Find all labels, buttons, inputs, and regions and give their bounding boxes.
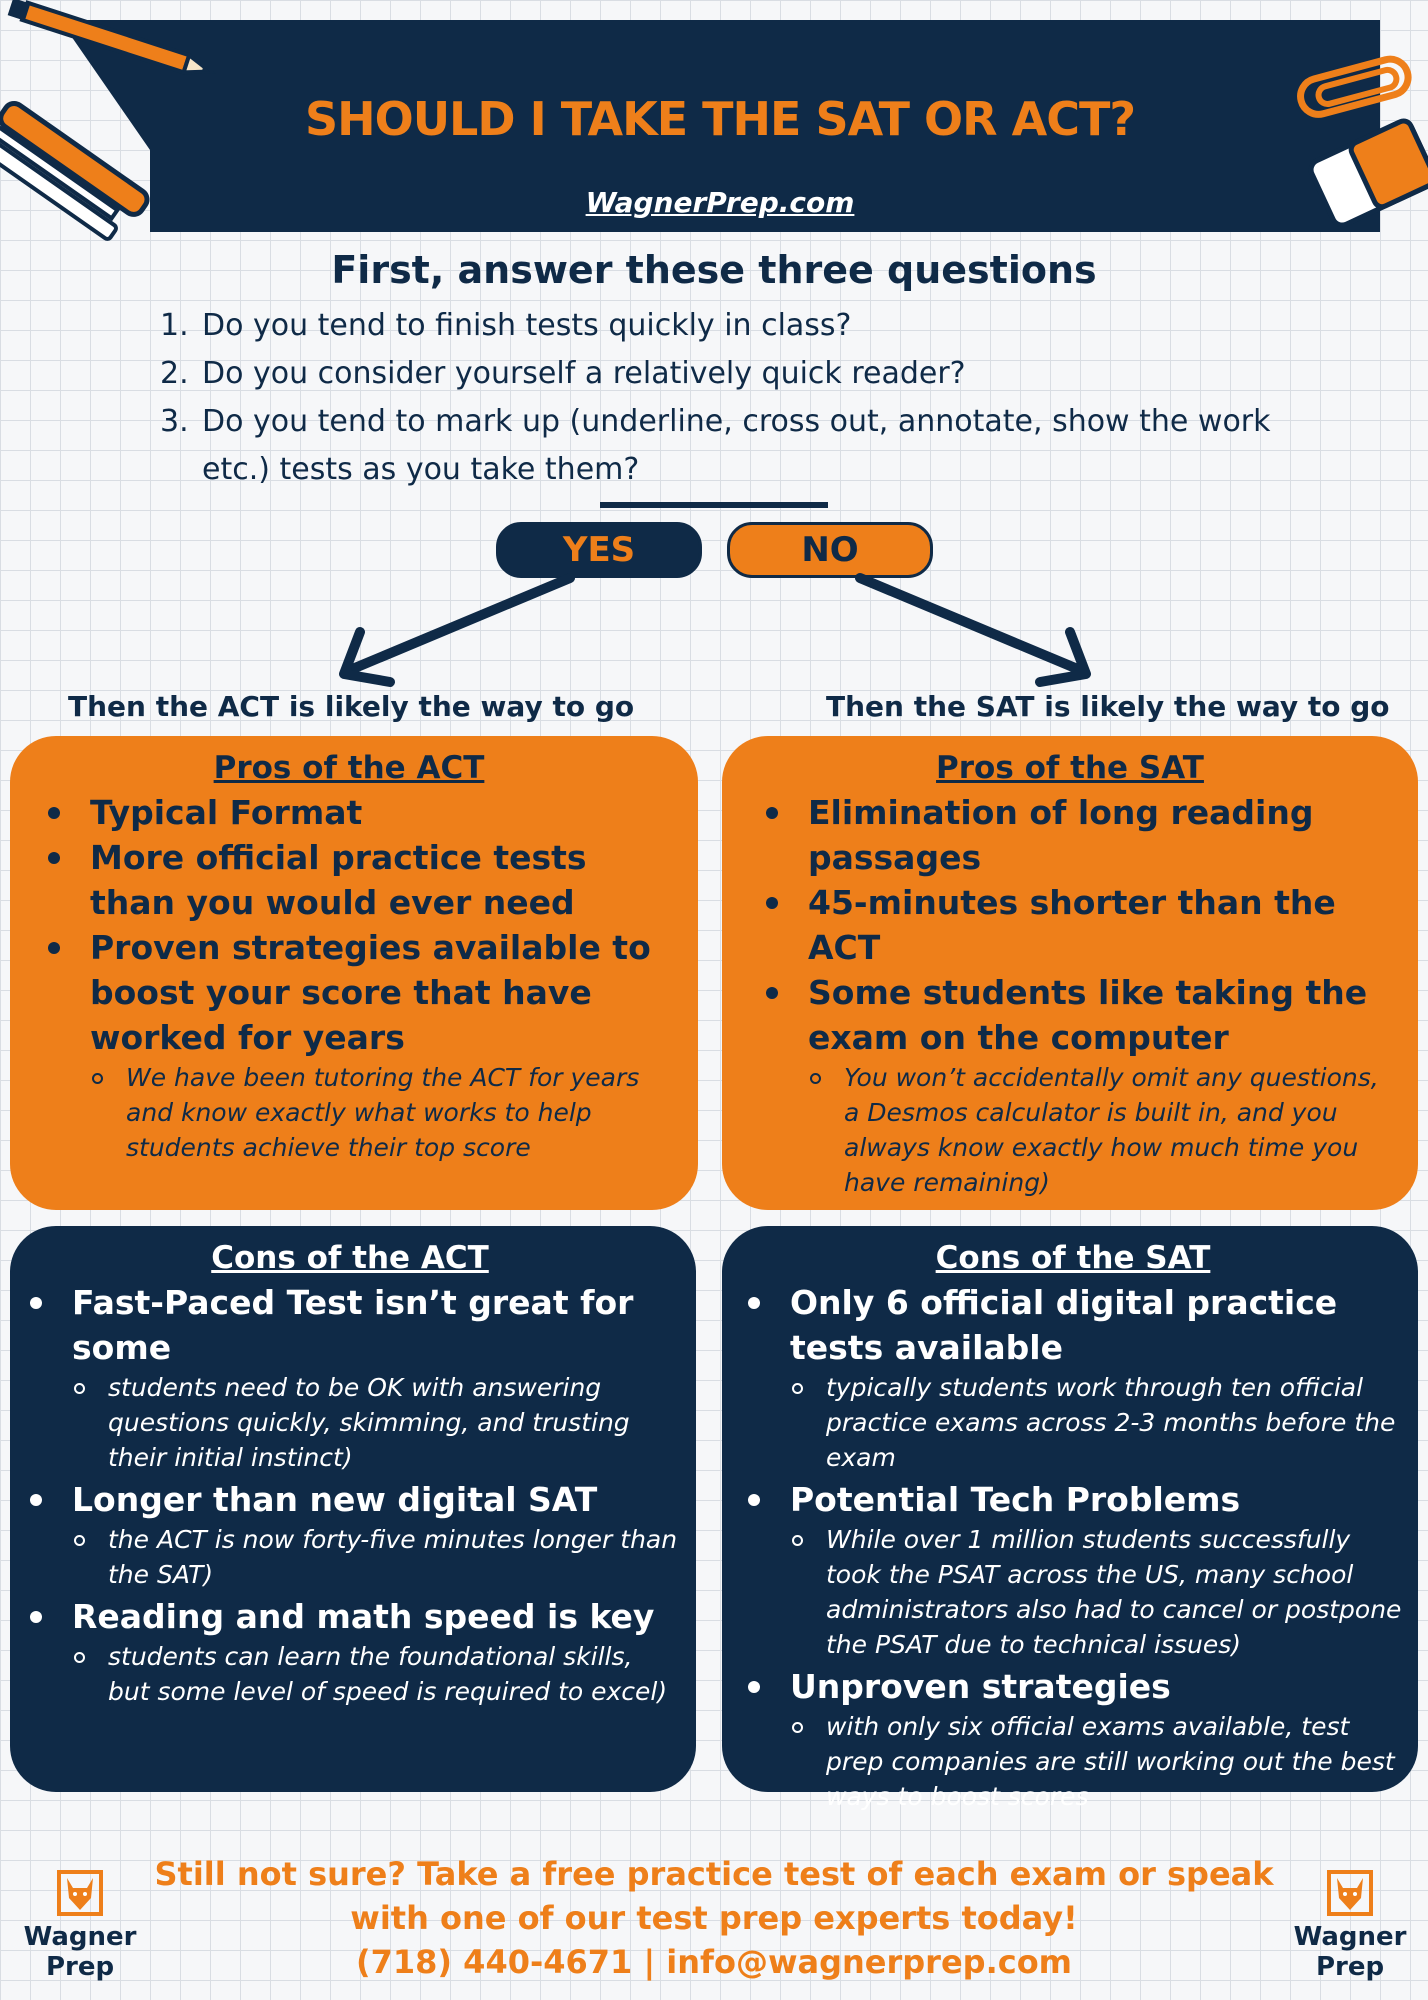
question-item: [160, 398, 1280, 494]
question-item: [160, 302, 1280, 350]
footer-line: Still not sure? Take a free practice test of each exam or speak: [154, 1855, 1274, 1893]
pros-act-item: Proven strategies available to boost your score that have worked for years: [90, 928, 651, 1057]
page-title: SHOULD I TAKE THE SAT OR ACT?: [304, 92, 1136, 146]
question-text: Do you tend to mark up (underline, cross out, annotate, show the work etc.) tests as you take them?: [202, 404, 1271, 487]
paperclip-eraser-icon: [1290, 40, 1428, 240]
cons-act-item: Fast-Paced Test isn’t great for some: [72, 1283, 634, 1367]
list-item: [740, 970, 1400, 1200]
sub-item: While over 1 million students successfully took the PSAT across the US, many school administrators also had to cancel or postpone the PSAT due to technical issues): [790, 1522, 1406, 1662]
cons-sat-item: Only 6 official digital practice tests available: [790, 1283, 1338, 1367]
pros-act-heading: Pros of the ACT: [213, 750, 485, 786]
question-text: Do you consider yourself a relatively quick reader?: [202, 356, 966, 391]
cons-sat-box: [722, 1226, 1418, 1811]
list-item: [740, 1477, 1406, 1662]
cons-act-item: Longer than new digital SAT: [72, 1480, 598, 1519]
list-item: [22, 790, 676, 835]
list-item: [740, 1280, 1406, 1475]
footer-line: with one of our test prep experts today!: [350, 1899, 1078, 1937]
wagner-prep-logo-right: [1290, 1868, 1410, 1982]
logo-word: Prep: [45, 1952, 115, 1982]
divider-line: [600, 502, 828, 508]
pros-act-item: More official practice tests than you would ever need: [90, 838, 587, 922]
list-item: [740, 880, 1400, 970]
question-number: 1.: [160, 308, 189, 343]
arrow-left-icon: [330, 570, 590, 690]
sat-outcome: Then the SAT is likely the way to go: [826, 690, 1390, 723]
act-outcome: Then the ACT is likely the way to go: [68, 690, 635, 723]
site-link[interactable]: WagnerPrep.com: [585, 186, 855, 219]
list-item: [22, 1280, 678, 1475]
logo-word: Wagner: [23, 1922, 137, 1952]
list-item: [22, 835, 676, 925]
list-item: [22, 1594, 678, 1709]
list-item: [22, 1477, 678, 1592]
yes-choice: YES: [496, 522, 702, 578]
pros-sat-box: [722, 736, 1418, 1210]
list-item: [740, 790, 1400, 880]
footer-cta: [140, 1852, 1288, 1984]
question-number: 3.: [160, 404, 189, 439]
sub-item: typically students work through ten official practice exams across 2-3 months before the exam: [790, 1370, 1406, 1475]
pros-act-box: [10, 736, 698, 1210]
sub-item: with only six official exams available, test prep companies are still working out the best ways to boost scores: [790, 1709, 1406, 1814]
question-text: Do you tend to finish tests quickly in class?: [202, 308, 852, 343]
sub-item: the ACT is now forty-five minutes longer than the SAT): [72, 1522, 678, 1592]
pencil-stapler-icon: [0, 0, 230, 270]
sub-item: We have been tutoring the ACT for years and know exactly what works to help students achieve their top score: [90, 1060, 676, 1165]
sub-item: students can learn the foundational skills, but some level of speed is required to excel): [72, 1639, 678, 1709]
fox-icon: [53, 1868, 107, 1918]
question-number: 2.: [160, 356, 189, 391]
questions-heading: First, answer these three questions: [331, 248, 1097, 292]
arrow-right-icon: [840, 570, 1100, 690]
logo-word: Wagner: [1293, 1922, 1407, 1952]
pros-sat-item: 45-minutes shorter than the ACT: [808, 883, 1336, 967]
logo-word: Prep: [1315, 1952, 1385, 1982]
questions-list: [160, 302, 1280, 494]
pros-sat-item: Elimination of long reading passages: [808, 793, 1314, 877]
cons-act-heading: Cons of the ACT: [211, 1240, 489, 1276]
list-item: [22, 925, 676, 1165]
footer-contact[interactable]: (718) 440-4671 | info@wagnerprep.com: [355, 1943, 1073, 1981]
list-item: [740, 1664, 1406, 1814]
cons-act-item: Reading and math speed is key: [72, 1597, 655, 1636]
cons-sat-heading: Cons of the SAT: [935, 1240, 1211, 1276]
pros-sat-item: Some students like taking the exam on the computer: [808, 973, 1368, 1057]
cons-sat-item: Potential Tech Problems: [790, 1480, 1241, 1519]
pros-act-item: Typical Format: [90, 793, 363, 832]
cons-act-box: [10, 1226, 696, 1792]
fox-icon: [1323, 1868, 1377, 1918]
pros-sat-heading: Pros of the SAT: [936, 750, 1204, 786]
question-item: [160, 350, 1280, 398]
sub-item: You won’t accidentally omit any questions, a Desmos calculator is built in, and you always know exactly how much time you have remaining): [808, 1060, 1400, 1200]
wagner-prep-logo-left: [20, 1868, 140, 1982]
sub-item: students need to be OK with answering questions quickly, skimming, and trusting their initial instinct): [72, 1370, 678, 1475]
cons-sat-item: Unproven strategies: [790, 1667, 1171, 1706]
no-choice: NO: [727, 522, 933, 578]
